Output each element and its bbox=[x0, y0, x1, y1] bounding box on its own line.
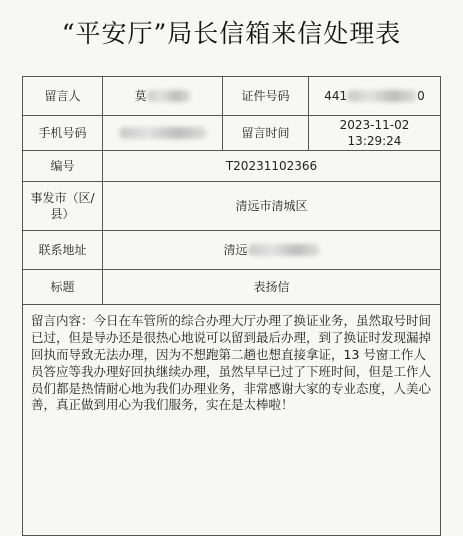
table-row bbox=[23, 182, 441, 231]
redaction-blur bbox=[147, 90, 191, 102]
redaction-blur bbox=[248, 244, 320, 256]
id-prefix-text: 441 bbox=[324, 88, 348, 103]
address-value bbox=[103, 231, 441, 270]
table-row bbox=[23, 305, 441, 536]
page-title: “平安厅”局长信箱来信处理表 bbox=[61, 19, 402, 48]
redaction-blur bbox=[347, 90, 417, 102]
table-row bbox=[23, 231, 441, 270]
subject-label: 标题 bbox=[23, 270, 103, 305]
phone-label: 手机号码 bbox=[23, 116, 103, 151]
table-row bbox=[23, 77, 441, 116]
time-value: 2023-11-02 13:29:24 bbox=[309, 116, 441, 151]
letter-form-table bbox=[22, 76, 441, 536]
id-value bbox=[309, 77, 441, 116]
subject-value: 表扬信 bbox=[103, 270, 441, 305]
address-text: 清远 bbox=[223, 242, 248, 257]
city-label: 事发市（区/县） bbox=[23, 182, 103, 231]
message-text: 今日在车管所的综合办理大厅办理了换证业务，虽然取号时间已过，但是导办还是很热心地说可以留到最后办理，到了换证时发现漏掉回执而导致无法办理，因为不想跑第二趟也想直接拿证，13 号窗工作人员答应等我办理好回执继续办理，虽然早早已过了下班时间，但是工作人员们都是热情耐心地为我们办理业务，非常感谢大家的专业态度，人美心善，真正做到用心为我们服务，实在是太棒啦！ bbox=[31, 313, 432, 413]
message-cell bbox=[23, 305, 441, 536]
city-value: 清远市清城区 bbox=[103, 182, 441, 231]
phone-value bbox=[103, 116, 223, 151]
sender-name-text: 莫 bbox=[134, 88, 147, 103]
id-label: 证件号码 bbox=[223, 77, 309, 116]
sender-value bbox=[103, 77, 223, 116]
number-label: 编号 bbox=[23, 151, 103, 182]
number-value: T20231102366 bbox=[103, 151, 441, 182]
time-label: 留言时间 bbox=[223, 116, 309, 151]
sender-label: 留言人 bbox=[23, 77, 103, 116]
table-row bbox=[23, 116, 441, 151]
message-label: 留言内容： bbox=[31, 313, 94, 328]
id-suffix-text: 0 bbox=[417, 88, 425, 103]
address-label: 联系地址 bbox=[23, 231, 103, 270]
redaction-blur bbox=[119, 127, 207, 139]
table-row bbox=[23, 270, 441, 305]
table-row bbox=[23, 151, 441, 182]
